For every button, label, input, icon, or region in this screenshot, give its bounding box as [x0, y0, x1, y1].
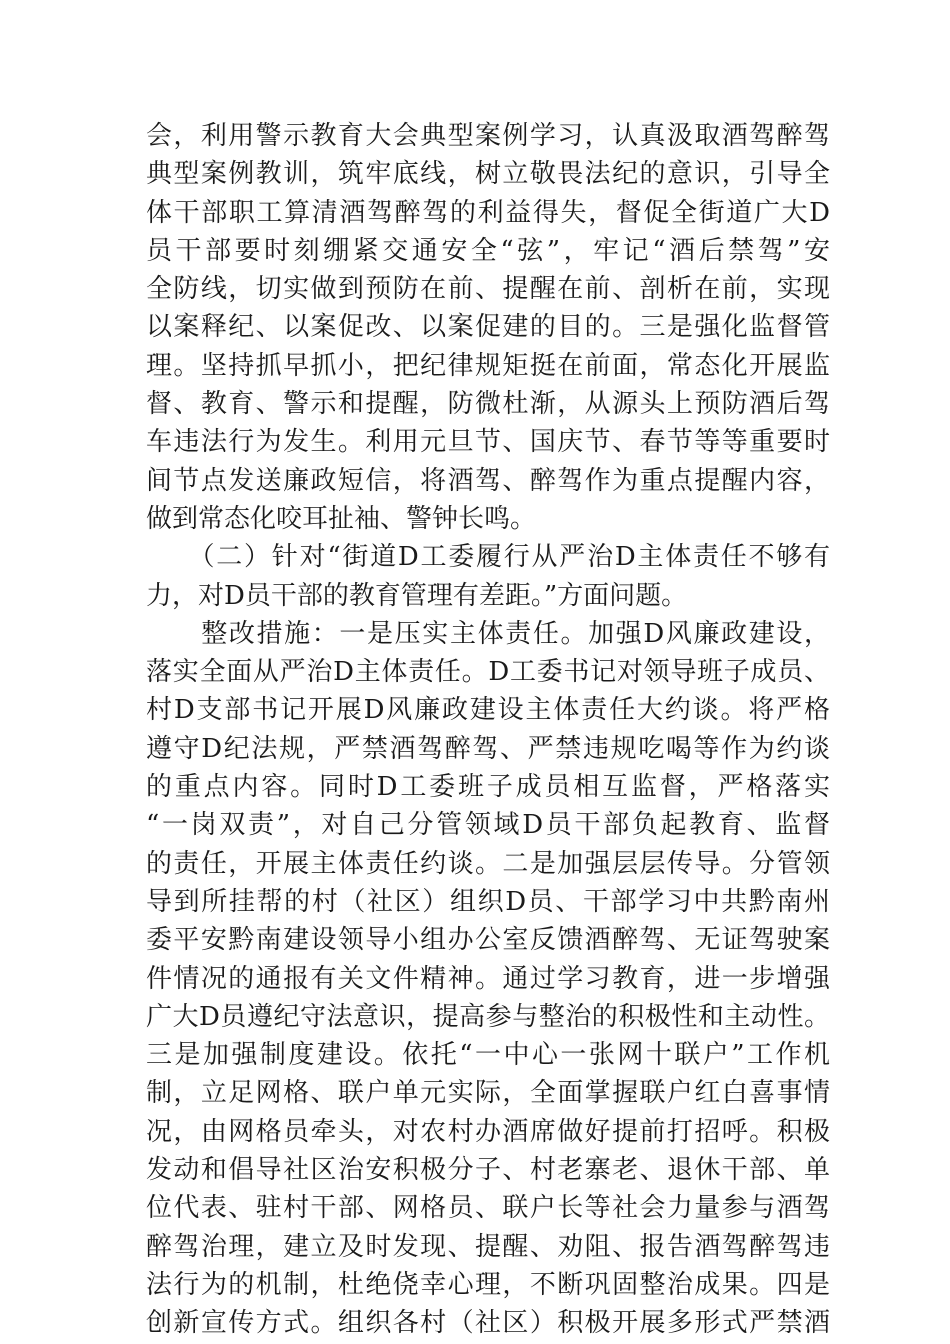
text-line: 件情况的通报有关文件精神。通过学习教育，进一步增强	[146, 963, 830, 994]
text-line: 村D支部书记开展D风廉政建设主体责任大约谈。将严格	[146, 695, 830, 726]
section-heading-line: （二）针对“街道D工委履行从严治D主体责任不够有	[146, 542, 830, 573]
text-line: 以案释纪、以案促改、以案促建的目的。三是强化监督管	[146, 312, 830, 343]
text-line: 落实全面从严治D主体责任。D工委书记对领导班子成员、	[146, 657, 830, 688]
text-line: 理。坚持抓早抓小，把纪律规矩挺在前面，常态化开展监	[146, 350, 830, 381]
text-line: “一岗双责”，对自己分管领域D员干部负起教育、监督	[146, 810, 830, 841]
text-line: 的重点内容。同时D工委班子成员相互监督，严格落实	[146, 772, 830, 803]
text-line: 间节点发送廉政短信，将酒驾、醉驾作为重点提醒内容，	[146, 465, 830, 496]
text-line: 广大D员遵纪守法意识，提高参与整治的积极性和主动性。	[146, 1001, 830, 1032]
text-line: 的责任，开展主体责任约谈。二是加强层层传导。分管领	[146, 848, 830, 879]
text-line: 会，利用警示教育大会典型案例学习，认真汲取酒驾醉驾	[146, 121, 830, 151]
text-line: 委平安黔南建设领导小组办公室反馈酒醉驾、无证驾驶案	[146, 925, 830, 956]
text-line: 法行为的机制，杜绝侥幸心理，不断巩固整治成果。四是	[146, 1269, 830, 1300]
text-line: 导到所挂帮的村（社区）组织D员、干部学习中共黔南州	[146, 886, 830, 917]
text-line: 做到常态化咬耳扯袖、警钟长鸣。	[146, 503, 537, 534]
text-line: 发动和倡导社区治安积极分子、村老寨老、退休干部、单	[146, 1155, 830, 1186]
body-text	[146, 117, 830, 1343]
section-heading-line: 力，对D员干部的教育管理有差距。”方面问题。	[146, 580, 688, 611]
text-line: 创新宣传方式。组织各村（社区）积极开展多形式严禁酒	[146, 1308, 830, 1339]
text-line: 整改措施：一是压实主体责任。加强D风廉政建设，	[146, 618, 830, 649]
text-line: 制，立足网格、联户单元实际，全面掌握联户红白喜事情	[146, 1078, 830, 1109]
text-line: 三是加强制度建设。依托“一中心一张网十联户”工作机	[146, 1040, 830, 1071]
text-line: 遵守D纪法规，严禁酒驾醉驾、严禁违规吃喝等作为约谈	[146, 733, 830, 764]
text-line: 员干部要时刻绷紧交通安全“弦”，牢记“酒后禁驾”安	[146, 235, 830, 266]
text-line: 典型案例教训，筑牢底线，树立敬畏法纪的意识，引导全	[146, 159, 830, 190]
text-line: 位代表、驻村干部、网格员、联户长等社会力量参与酒驾	[146, 1193, 830, 1224]
text-line: 况，由网格员牵头，对农村办酒席做好提前打招呼。积极	[146, 1116, 830, 1147]
text-line: 督、教育、警示和提醒，防微杜渐，从源头上预防酒后驾	[146, 389, 830, 420]
text-line: 全防线，切实做到预防在前、提醒在前、剖析在前，实现	[146, 274, 830, 305]
text-line: 车违法行为发生。利用元旦节、国庆节、春节等等重要时	[146, 427, 830, 458]
text-line: 醉驾治理，建立及时发现、提醒、劝阻、报告酒驾醉驾违	[146, 1231, 830, 1262]
text-line: 体干部职工算清酒驾醉驾的利益得失，督促全街道广大D	[146, 197, 830, 228]
